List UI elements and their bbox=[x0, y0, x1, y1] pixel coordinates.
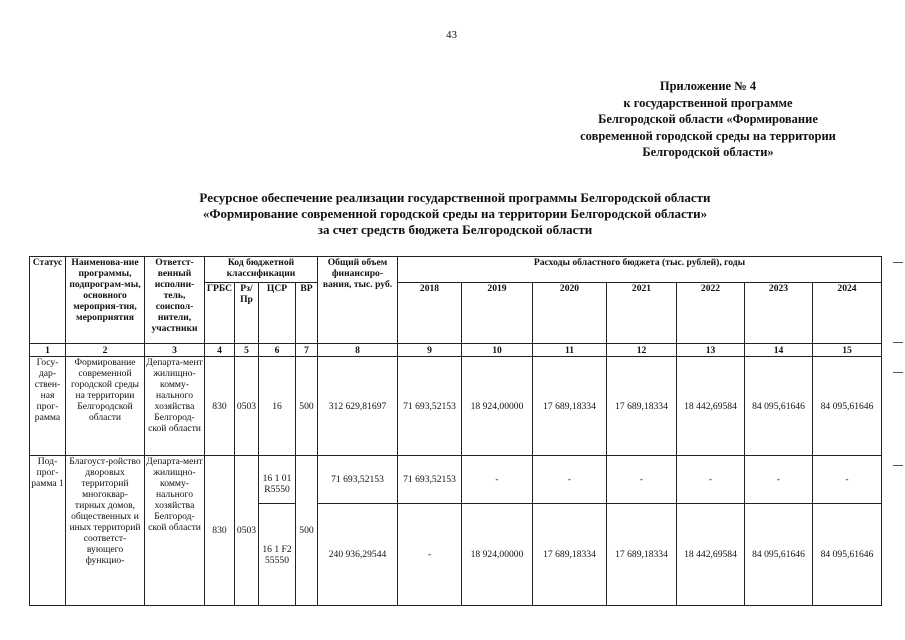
header-csr: ЦСР bbox=[259, 283, 296, 344]
row-year-value: 18 924,00000 bbox=[462, 504, 533, 606]
column-number: 8 bbox=[318, 344, 398, 357]
appendix-line: современной городской среды на территории bbox=[580, 128, 836, 143]
column-number: 14 bbox=[745, 344, 813, 357]
row-rzpr: 0503 bbox=[235, 456, 259, 606]
header-rzpr: Рз/ Пр bbox=[235, 283, 259, 344]
header-year: 2020 bbox=[533, 283, 607, 344]
scan-edge-mark bbox=[893, 372, 903, 373]
row-year-value: 17 689,18334 bbox=[607, 504, 677, 606]
row-year-value: - bbox=[745, 456, 813, 504]
column-number: 11 bbox=[533, 344, 607, 357]
appendix-line: Белгородской области «Формирование bbox=[598, 112, 818, 126]
scan-edge-mark bbox=[893, 342, 903, 343]
row-year-value: 71 693,52153 bbox=[398, 456, 462, 504]
appendix-line: к государственной программе bbox=[623, 95, 793, 110]
row-year-value: - bbox=[607, 456, 677, 504]
title-line: Ресурсное обеспечение реализации государственной программы Белгородской области bbox=[199, 190, 711, 205]
row-year-value: - bbox=[462, 456, 533, 504]
column-number: 7 bbox=[296, 344, 318, 357]
column-number: 12 bbox=[607, 344, 677, 357]
row-year-value: 71 693,52153 bbox=[398, 357, 462, 456]
document-title bbox=[60, 190, 850, 238]
row-year-value: 84 095,61646 bbox=[813, 357, 882, 456]
header-year: 2023 bbox=[745, 283, 813, 344]
header-total: Общий объем финансиро-вания, тыс. руб. bbox=[318, 257, 398, 344]
appendix-header bbox=[548, 78, 868, 161]
row-status: Госу-дар-ствен-ная прог-рамма bbox=[30, 357, 66, 456]
row-total: 240 936,29544 bbox=[318, 504, 398, 606]
header-name: Наименова-ние программы, подпрограм-мы, основного мероприя-тия, мероприятия bbox=[66, 257, 145, 344]
row-year-value: - bbox=[677, 456, 745, 504]
column-number: 13 bbox=[677, 344, 745, 357]
column-number: 1 bbox=[30, 344, 66, 357]
column-number-row bbox=[30, 344, 882, 357]
header-grbs: ГРБС bbox=[205, 283, 235, 344]
row-executor: Департа-мент жилищно-комму-нального хозяйства Белгород-ской области bbox=[145, 456, 205, 606]
row-grbs: 830 bbox=[205, 357, 235, 456]
table-row bbox=[30, 357, 882, 456]
column-number: 4 bbox=[205, 344, 235, 357]
header-year: 2021 bbox=[607, 283, 677, 344]
row-total: 312 629,81697 bbox=[318, 357, 398, 456]
title-line: за счет средств бюджета Белгородской области bbox=[317, 222, 593, 237]
header-year: 2022 bbox=[677, 283, 745, 344]
title-line: «Формирование современной городской среды на территории Белгородской области» bbox=[202, 206, 708, 221]
row-grbs: 830 bbox=[205, 456, 235, 606]
row-year-value: 17 689,18334 bbox=[533, 357, 607, 456]
column-number: 5 bbox=[235, 344, 259, 357]
row-csr: 16 1 F2 55550 bbox=[259, 504, 296, 606]
column-number: 10 bbox=[462, 344, 533, 357]
column-number: 2 bbox=[66, 344, 145, 357]
row-total: 71 693,52153 bbox=[318, 456, 398, 504]
header-year: 2018 bbox=[398, 283, 462, 344]
header-status: Статус bbox=[30, 257, 66, 344]
row-year-value: 17 689,18334 bbox=[533, 504, 607, 606]
row-vr: 500 bbox=[296, 456, 318, 606]
row-name: Формирование современной городской среды на территории Белгородской области bbox=[66, 357, 145, 456]
row-vr: 500 bbox=[296, 357, 318, 456]
column-number: 9 bbox=[398, 344, 462, 357]
row-executor: Департа-мент жилищно-комму-нального хозяйства Белгород-ской области bbox=[145, 357, 205, 456]
row-year-value: 18 924,00000 bbox=[462, 357, 533, 456]
header-executor: Ответст-венный исполни-тель, соиспол-нители, участники bbox=[145, 257, 205, 344]
header-budget-code: Код бюджетной классификации bbox=[205, 257, 318, 283]
scan-edge-mark bbox=[893, 465, 903, 466]
row-year-value: 17 689,18334 bbox=[607, 357, 677, 456]
header-expenses: Расходы областного бюджета (тыс. рублей), годы bbox=[398, 257, 882, 283]
row-name: Благоуст-ройство дворовых территорий многоквар-тирных домов, общественных и иных территорий соответст-вующего функцио- bbox=[66, 456, 145, 606]
row-year-value: - bbox=[533, 456, 607, 504]
page-number: 43 bbox=[446, 29, 457, 41]
row-year-value: 84 095,61646 bbox=[813, 504, 882, 606]
row-year-value: 84 095,61646 bbox=[745, 504, 813, 606]
row-year-value: - bbox=[813, 456, 882, 504]
row-status: Под-прог-рамма 1 bbox=[30, 456, 66, 606]
header-year: 2019 bbox=[462, 283, 533, 344]
row-year-value: 18 442,69584 bbox=[677, 357, 745, 456]
row-csr: 16 1 01 R5550 bbox=[259, 456, 296, 504]
appendix-line: Белгородской области» bbox=[642, 145, 774, 159]
scan-edge-mark bbox=[893, 262, 903, 263]
row-year-value: 18 442,69584 bbox=[677, 504, 745, 606]
row-csr: 16 bbox=[259, 357, 296, 456]
header-vr: ВР bbox=[296, 283, 318, 344]
column-number: 6 bbox=[259, 344, 296, 357]
column-number: 15 bbox=[813, 344, 882, 357]
row-rzpr: 0503 bbox=[235, 357, 259, 456]
header-year: 2024 bbox=[813, 283, 882, 344]
table-row bbox=[30, 456, 882, 504]
resource-table bbox=[29, 256, 882, 606]
row-year-value: - bbox=[398, 504, 462, 606]
appendix-line: Приложение № 4 bbox=[659, 79, 757, 93]
column-number: 3 bbox=[145, 344, 205, 357]
row-year-value: 84 095,61646 bbox=[745, 357, 813, 456]
